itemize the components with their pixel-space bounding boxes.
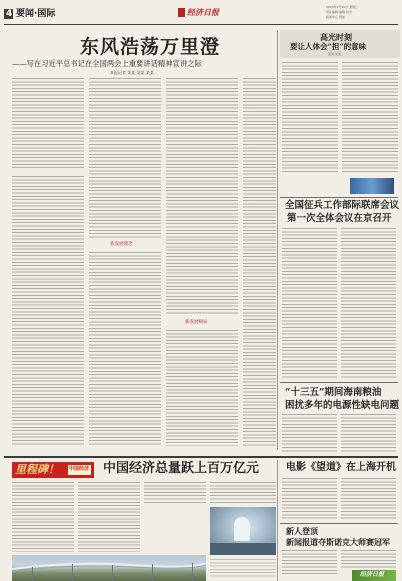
- section-title: 要闻·国际: [16, 9, 56, 19]
- right-top-byline: 某某 某某: [328, 52, 341, 56]
- main-col-2: [89, 78, 161, 238]
- banner-text: 里程碑！: [15, 463, 59, 476]
- page-number: 4: [6, 9, 13, 19]
- bridge-caption: [210, 559, 276, 579]
- lab-photo-bench: [210, 543, 276, 555]
- lab-photo: [210, 507, 276, 555]
- hainan-col-2: [341, 414, 396, 452]
- subhead-2: 新发展格局: [185, 320, 208, 325]
- right-top-col-2: [342, 62, 398, 174]
- main-col-3b: [166, 330, 238, 446]
- masthead-rule: [4, 24, 398, 25]
- main-col-1a: [12, 78, 84, 170]
- right-mid-headline-2: 第一次全体会议在京召开: [287, 213, 392, 224]
- film-col-2: [341, 478, 396, 520]
- main-col-2b: [89, 252, 161, 446]
- column-divider: [277, 30, 278, 450]
- bottom-col-3: [144, 482, 206, 504]
- main-col-3: [166, 78, 238, 315]
- bridge-photo: [12, 555, 206, 581]
- bottom-right-badge-text: 经济日报: [360, 571, 385, 578]
- hainan-headline-1: “十三五”期间海南粮油: [285, 387, 382, 398]
- right-top-col-1: [282, 62, 338, 174]
- masthead: [0, 0, 402, 24]
- right-top-rule: [280, 197, 398, 198]
- main-byline: 本报记者 某某 某某 某某: [110, 70, 154, 75]
- subhead-1: 新发展理念: [110, 242, 133, 247]
- lab-photo-figure: [234, 517, 250, 541]
- bridge-illustration: [12, 555, 206, 581]
- film-headline: 电影《望道》在上海开机: [286, 462, 396, 473]
- crown-col-1: [282, 550, 337, 576]
- main-subheadline: ——写在习近平总书记在全国两会上重要讲话精神宣讲之际: [12, 59, 202, 68]
- right-mid-headline-1: 全国征兵工作部际联席会议: [285, 200, 400, 211]
- crown-headline: 新闻报道夺斯诺克大师赛冠军: [286, 537, 390, 547]
- film-col-1: [282, 478, 337, 520]
- main-col-4: [243, 78, 276, 446]
- bottom-headline: 中国经济总量跃上百万亿元: [103, 461, 260, 476]
- masthead-meta-3: 新闻中心 网址: [326, 15, 345, 19]
- right-mid-col-2: [341, 228, 396, 378]
- hainan-col-1: [282, 414, 337, 452]
- masthead-meta-1: 2023年1月10日 星期二: [326, 5, 359, 9]
- crown-kicker: 新人登顶: [286, 526, 318, 536]
- right-top-headline-1: 高光时刻: [320, 32, 352, 42]
- hainan-headline-2: 困扰多年的电源性缺电问题: [285, 400, 400, 411]
- right-mid-rule: [280, 382, 398, 383]
- masthead-logo: 经济日报: [187, 7, 219, 17]
- logo-mark-icon: [178, 8, 185, 17]
- right-top-headline-2: 要让人体会“担”的意味: [290, 42, 367, 51]
- lower-section-rule: [4, 456, 398, 458]
- masthead-meta-2: 责任编辑 编辑 校对: [326, 10, 352, 14]
- main-col-1b: [12, 176, 84, 446]
- right-top-photo: [350, 178, 394, 194]
- crown-col-2: [341, 550, 396, 568]
- right-top-box: [280, 30, 400, 190]
- banner-label: 中国经济: [69, 466, 90, 472]
- bottom-col-4: [210, 482, 276, 504]
- bottom-col-2: [78, 482, 140, 552]
- bottom-col-1: [12, 482, 74, 552]
- right-mid-col-1: [282, 228, 337, 378]
- film-rule: [280, 523, 398, 524]
- main-headline: 东风浩荡万里澄: [80, 36, 221, 58]
- film-divider: [277, 460, 278, 581]
